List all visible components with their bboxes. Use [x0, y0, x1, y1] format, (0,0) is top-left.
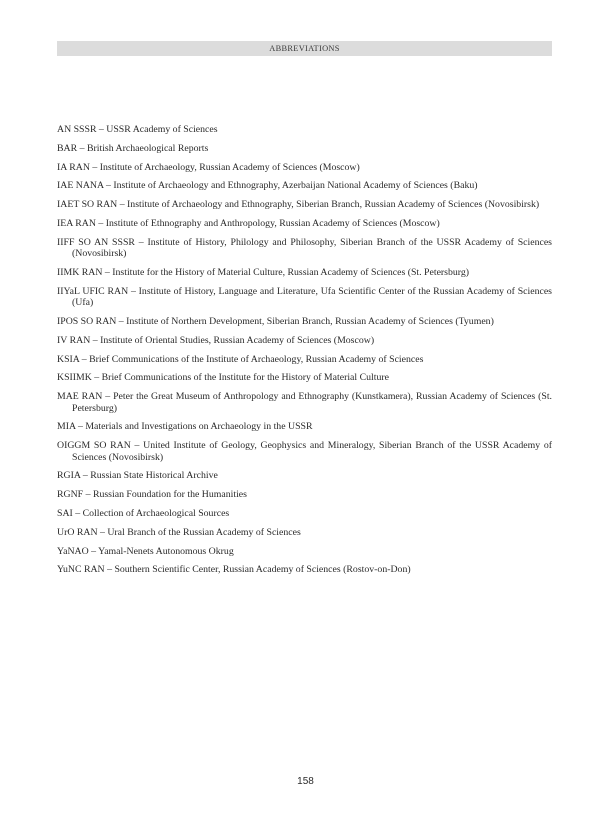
abbreviation-definition: Institute of Northern Development, Siberian Branch, Russian Academy of Sciences (Tyumen)	[126, 315, 494, 327]
abbreviation-entry	[57, 335, 552, 346]
abbreviation-separator: –	[102, 266, 113, 278]
abbreviation-definition: Institute of Archaeology, Russian Academy of Sciences (Moscow)	[99, 161, 360, 173]
abbreviation-definition: Institute of Ethnography and Anthropology, Russian Academy of Sciences (Moscow)	[105, 217, 440, 229]
abbreviation-term: IIMK RAN	[57, 266, 103, 278]
abbreviation-separator: –	[77, 142, 87, 154]
abbreviation-separator: –	[89, 161, 100, 173]
abbreviation-term: YaNAO	[57, 545, 89, 557]
abbreviation-term: IAE NANA	[57, 180, 104, 192]
abbreviation-entry	[57, 354, 552, 365]
abbreviation-separator: –	[75, 421, 86, 433]
abbreviation-separator: –	[102, 391, 114, 403]
abbreviation-separator: –	[95, 217, 106, 229]
abbreviation-definition: British Archaeological Reports	[86, 142, 209, 154]
abbreviation-term: MIA	[57, 421, 76, 433]
abbreviation-term: IPOS SO RAN	[57, 315, 117, 327]
abbreviation-term: OIGGM SO RAN	[57, 440, 131, 452]
abbreviation-entry	[57, 470, 552, 481]
abbreviation-separator: –	[79, 353, 90, 365]
abbreviation-entry	[57, 372, 552, 383]
abbreviation-definition: USSR Academy of Sciences	[106, 124, 218, 135]
abbreviation-separator: –	[116, 315, 127, 327]
abbreviation-term: YuNC RAN	[57, 564, 105, 576]
abbreviation-entry	[57, 564, 552, 575]
abbreviation-definition: Collection of Archaeological Sources	[82, 507, 230, 519]
abbreviation-term: MAE RAN	[57, 391, 103, 403]
abbreviation-entry	[57, 546, 552, 557]
abbreviation-definition: Institute of Archaeology and Ethnography, Siberian Branch, Russian Academy of Sciences (Novosibirsk)	[127, 199, 540, 211]
abbreviation-entry	[57, 180, 552, 191]
abbreviation-term: KSIIMK	[57, 372, 92, 384]
abbreviation-separator: –	[83, 489, 93, 501]
abbreviation-definition: Russian Foundation for the Humanities	[92, 489, 247, 501]
abbreviation-separator: –	[72, 507, 83, 519]
abbreviation-definition: Brief Communications of the Institute for the History of Material Culture	[101, 372, 389, 384]
abbreviation-separator: –	[97, 526, 108, 538]
abbreviation-term: RGNF	[57, 489, 84, 501]
abbreviation-entry	[57, 508, 552, 519]
abbreviation-term: IIYaL UFIC RAN	[57, 285, 129, 297]
abbreviation-term: KSIA	[57, 353, 80, 365]
abbreviation-separator: –	[104, 564, 115, 576]
running-header-title: ABBREVIATIONS	[269, 44, 340, 53]
abbreviation-definition: Institute for the History of Material Culture, Russian Academy of Sciences (St. Petersburg)	[112, 266, 470, 278]
abbreviation-separator: –	[80, 470, 91, 482]
abbreviation-definition: Institute of Oriental Studies, Russian Academy of Sciences (Moscow)	[100, 334, 375, 346]
abbreviation-entry	[57, 440, 552, 463]
abbreviation-entry	[57, 286, 552, 309]
abbreviation-entry	[57, 199, 552, 210]
abbreviation-entry	[57, 489, 552, 500]
abbreviation-term: SAI	[57, 507, 73, 519]
abbreviation-definition: Brief Communications of the Institute of Archaeology, Russian Academy of Sciences	[89, 353, 424, 365]
abbreviation-entry	[57, 421, 552, 432]
abbreviation-entry	[57, 237, 552, 260]
abbreviation-term: BAR	[57, 142, 78, 154]
abbreviation-term: AN SSSR	[57, 124, 97, 135]
running-header-bar	[57, 41, 552, 56]
abbreviation-entry	[57, 162, 552, 173]
abbreviation-separator: –	[91, 372, 102, 384]
abbreviation-term: UrO RAN	[57, 526, 98, 538]
abbreviation-entry	[57, 527, 552, 538]
abbreviation-entry	[57, 124, 552, 135]
abbreviation-separator: –	[96, 124, 107, 135]
abbreviation-definition: Institute of History, Language and Literature, Ufa Scientific Center of the Russian Academy of Sciences (Ufa)	[72, 285, 552, 309]
abbreviation-definition: Russian State Historical Archive	[90, 470, 218, 482]
abbreviation-definition: Institute of History, Philology and Philosophy, Siberian Branch of the USSR Academy of Sciences (Novosibirsk)	[72, 236, 552, 260]
abbreviation-separator: –	[90, 334, 101, 346]
abbreviation-entry	[57, 143, 552, 154]
abbreviation-definition: United Institute of Geology, Geophysics and Mineralogy, Siberian Branch of the USSR Academy of Sciences (Novosibirsk)	[72, 440, 553, 463]
page-number: 158	[297, 776, 314, 787]
abbreviation-term: IAET SO RAN	[57, 199, 118, 211]
abbreviation-term: RGIA	[57, 470, 81, 482]
abbreviation-definition: Materials and Investigations on Archaeology in the USSR	[85, 421, 313, 433]
abbreviation-separator: –	[88, 545, 99, 557]
abbreviation-definition: Peter the Great Museum of Anthropology and Ethnography (Kunstkamera), Russian Academy of Sciences (St. Petersburg)	[72, 391, 553, 414]
abbreviation-separator: –	[103, 180, 114, 192]
abbreviation-list	[57, 124, 552, 583]
abbreviation-term: IV RAN	[57, 334, 91, 346]
abbreviation-entry	[57, 218, 552, 229]
abbreviation-definition: Southern Scientific Center, Russian Academy of Sciences (Rostov-on-Don)	[114, 564, 411, 576]
abbreviation-term: IEA RAN	[57, 217, 96, 229]
abbreviation-term: IIFF SO AN SSSR	[57, 236, 135, 248]
abbreviation-definition: Institute of Archaeology and Ethnography, Azerbaijan National Academy of Sciences (Baku)	[113, 180, 478, 192]
abbreviation-entry	[57, 391, 552, 414]
abbreviation-separator: –	[117, 199, 128, 211]
abbreviation-separator: –	[128, 285, 139, 297]
abbreviation-term: IA RAN	[57, 161, 90, 173]
abbreviation-separator: –	[134, 236, 148, 248]
abbreviation-definition: Yamal-Nenets Autonomous Okrug	[98, 545, 234, 557]
abbreviation-definition: Ural Branch of the Russian Academy of Sciences	[107, 526, 301, 538]
abbreviation-separator: –	[130, 440, 144, 452]
abbreviation-entry	[57, 267, 552, 278]
abbreviation-entry	[57, 316, 552, 327]
